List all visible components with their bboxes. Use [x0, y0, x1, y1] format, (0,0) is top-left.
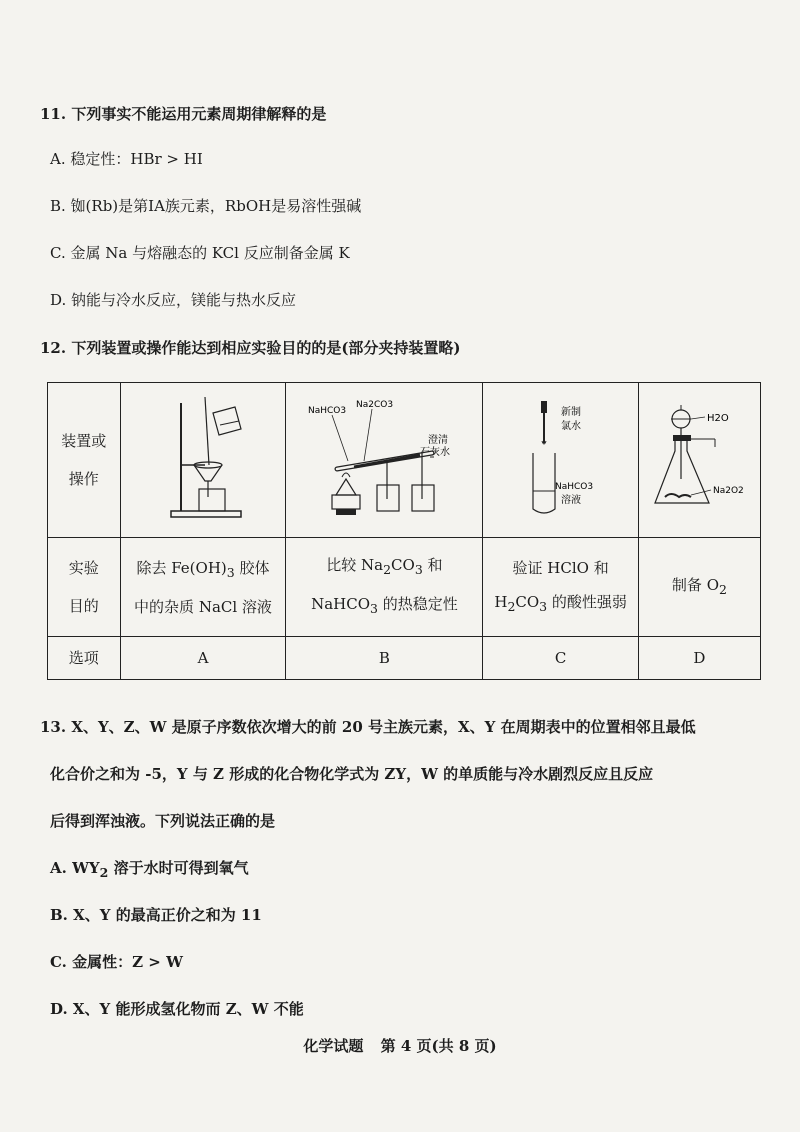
q13-stem-line3: 后得到浑浊液。下列说法正确的是 [50, 812, 276, 830]
purpose-c2-end: 的酸性强弱 [547, 592, 627, 611]
q11-option-b: B. 铷(Rb)是第ⅠA族元素，RbOH是易溶性强碱 [50, 197, 362, 215]
choice-a: A [120, 637, 286, 680]
purpose-b-line1 [286, 548, 482, 587]
purpose-b-sub1: 2 [383, 562, 392, 577]
purpose-a-line2: 中的杂质 NaCl 溶液 [134, 597, 272, 616]
q13-option-a-text: A. WY [50, 859, 100, 877]
row-header-purpose-1: 实验 [68, 559, 99, 577]
apparatus-b [286, 383, 483, 538]
row-header-purpose [48, 538, 121, 637]
thermal-stability-diagram [302, 391, 467, 526]
q13-option-a-sub: 2 [99, 865, 109, 880]
label-chlorine-water-1: 新制 [560, 406, 581, 418]
q11-option-c: C. 金属 Na 与熔融态的 KCl 反应制备金属 K [50, 244, 350, 262]
q13-stem-line1: 13. X、Y、Z、W 是原子序数依次增大的前 20 号主族元素，X、Y 在周期表中的位置相邻且最低 [40, 718, 696, 736]
purpose-c2-sub1: 2 [507, 598, 516, 614]
q13-stem-line2: 化合价之和为 -5，Y 与 Z 形成的化合物化学式为 ZY，W 的单质能与冷水剧烈反应且反应 [50, 765, 654, 783]
purpose-c-line2 [483, 585, 638, 624]
label-sodium-peroxide: Na2O2 [713, 485, 745, 496]
q13-option-b: B. X、Y 的最高正价之和为 11 [50, 906, 262, 924]
oxygen-preparation-diagram [649, 391, 749, 526]
purpose-a-line1 [121, 551, 286, 590]
q11-option-a: A. 稳定性：HBr > HI [50, 150, 203, 168]
purpose-b-end: 和 [422, 556, 443, 574]
footer-subject: 化学试题 [303, 1037, 364, 1055]
label-water: H2O [707, 412, 730, 424]
row-header-line2: 操作 [68, 470, 99, 488]
purpose-c [483, 538, 639, 637]
purpose-b2-sub: 3 [370, 601, 378, 616]
q13-option-a-end: 溶于水时可得到氧气 [108, 859, 249, 877]
purpose-d-text: 制备 O [671, 575, 719, 594]
label-limewater-1: 澄清 [427, 434, 448, 446]
purpose-b-mid: CO [391, 556, 415, 574]
q11-stem: 11. 下列事实不能运用元素周期律解释的是 [40, 105, 327, 123]
purpose-b [286, 538, 483, 637]
purpose-b-line2 [286, 587, 482, 626]
q11-option-d: D. 钠能与冷水反应，镁能与热水反应 [50, 291, 297, 309]
choice-c: C [483, 637, 639, 680]
purpose-b-sub2: 3 [414, 562, 423, 577]
label-nahco3-solution-2: 溶液 [560, 494, 581, 506]
purpose-b2-end: 的热稳定性 [377, 595, 458, 613]
purpose-a [120, 538, 286, 637]
purpose-d [638, 538, 760, 637]
experiment-table [47, 382, 761, 680]
purpose-a-text: 除去 Fe(OH) [136, 558, 227, 577]
filtration-diagram [143, 393, 263, 523]
q12-stem: 12. 下列装置或操作能达到相应实验目的的是(部分夹持装置略) [40, 339, 461, 357]
label-nahco3: NaHCO3 [307, 405, 346, 416]
purpose-b2-text: NaHCO [311, 595, 370, 613]
purpose-c2-text: H [494, 592, 508, 611]
purpose-d-sub: 2 [719, 581, 727, 597]
label-na2co3: Na2CO3 [355, 399, 393, 410]
purpose-c2-mid: CO [515, 592, 540, 611]
q13-option-c: C. 金属性：Z > W [50, 953, 183, 971]
row-header-line1: 装置或 [61, 432, 107, 450]
purpose-b-text: 比较 Na [326, 556, 384, 574]
purpose-c-line1: 验证 HClO 和 [512, 558, 609, 577]
acidity-test-diagram [501, 391, 621, 526]
apparatus-c [483, 383, 639, 538]
row-header-apparatus [48, 383, 121, 538]
apparatus-d [638, 383, 760, 538]
label-nahco3-solution-1: NaHCO3 [554, 481, 593, 492]
q13-option-d: D. X、Y 能形成氢化物而 Z、W 不能 [50, 1000, 304, 1018]
row-header-purpose-2: 目的 [68, 597, 99, 615]
footer-page-number: 第 4 页(共 8 页) [380, 1037, 497, 1055]
label-limewater-2: 石灰水 [419, 446, 450, 458]
apparatus-a [120, 383, 286, 538]
label-chlorine-water-2: 氯水 [560, 420, 581, 432]
purpose-a-end: 胶体 [234, 558, 270, 577]
purpose-a-sub: 3 [226, 564, 235, 580]
choice-b: B [286, 637, 483, 680]
choice-d: D [638, 637, 760, 680]
q13-option-a [50, 857, 249, 880]
page-footer [0, 1035, 800, 1056]
purpose-c2-sub2: 3 [539, 598, 548, 614]
row-header-choice: 选项 [48, 637, 121, 680]
